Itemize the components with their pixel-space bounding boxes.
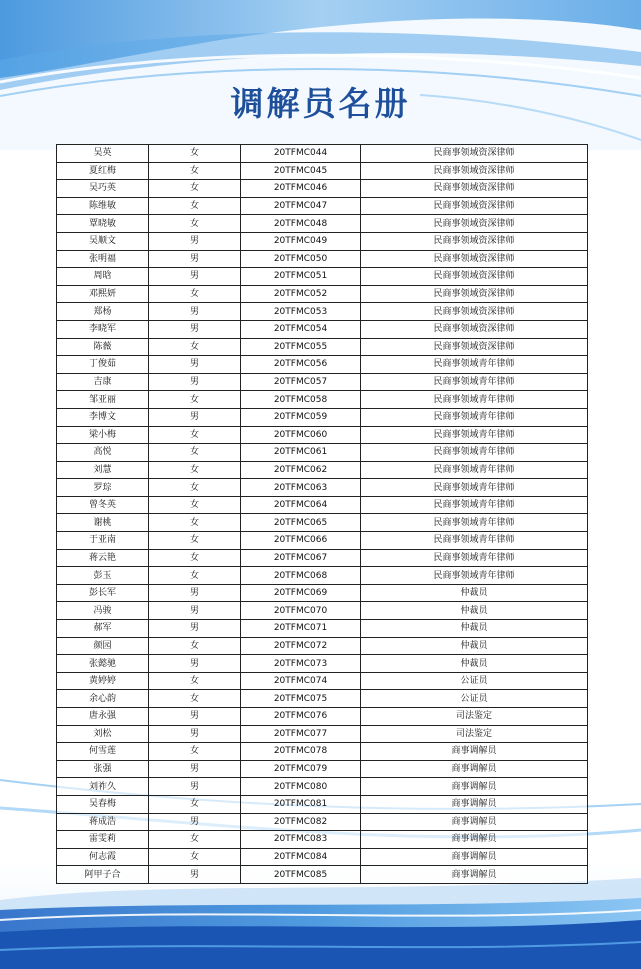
name-cell: 夏红梅 (57, 162, 149, 180)
code-cell: 20TFMC084 (241, 848, 361, 866)
page-title: 调解员名册 (230, 84, 411, 123)
name-cell: 张懿驰 (57, 655, 149, 673)
name-cell: 黄婷婷 (57, 672, 149, 690)
role-cell: 民商事领域资深律师 (361, 320, 588, 338)
name-cell: 张明福 (57, 250, 149, 268)
table-row (57, 602, 588, 620)
role-cell: 仲裁员 (361, 655, 588, 673)
gender-cell: 男 (149, 708, 241, 726)
table-row (57, 567, 588, 585)
table-row (57, 778, 588, 796)
code-cell: 20TFMC073 (241, 655, 361, 673)
gender-cell: 女 (149, 479, 241, 497)
role-cell: 民商事领域青年律师 (361, 426, 588, 444)
code-cell: 20TFMC048 (241, 215, 361, 233)
roster-body (57, 145, 588, 884)
gender-cell: 女 (149, 532, 241, 550)
name-cell: 曾冬英 (57, 496, 149, 514)
table-row (57, 549, 588, 567)
name-cell: 蒋云艳 (57, 549, 149, 567)
name-cell: 高悦 (57, 444, 149, 462)
code-cell: 20TFMC058 (241, 391, 361, 409)
table-row (57, 303, 588, 321)
table-row (57, 356, 588, 374)
role-cell: 司法鉴定 (361, 725, 588, 743)
name-cell: 邓熙妍 (57, 285, 149, 303)
role-cell: 仲裁员 (361, 584, 588, 602)
role-cell: 民商事领域青年律师 (361, 461, 588, 479)
gender-cell: 男 (149, 232, 241, 250)
role-cell: 民商事领域资深律师 (361, 285, 588, 303)
name-cell: 陈薇 (57, 338, 149, 356)
role-cell: 民商事领域资深律师 (361, 180, 588, 198)
code-cell: 20TFMC059 (241, 408, 361, 426)
code-cell: 20TFMC070 (241, 602, 361, 620)
role-cell: 公证员 (361, 690, 588, 708)
name-cell: 陈维敏 (57, 197, 149, 215)
table-row (57, 690, 588, 708)
table-row (57, 461, 588, 479)
code-cell: 20TFMC065 (241, 514, 361, 532)
role-cell: 仲裁员 (361, 620, 588, 638)
gender-cell: 男 (149, 320, 241, 338)
gender-cell: 男 (149, 303, 241, 321)
role-cell: 商事调解员 (361, 778, 588, 796)
table-row (57, 708, 588, 726)
mediator-roster-table (56, 144, 588, 884)
name-cell: 郝军 (57, 620, 149, 638)
gender-cell: 男 (149, 602, 241, 620)
gender-cell: 女 (149, 162, 241, 180)
gender-cell: 女 (149, 285, 241, 303)
code-cell: 20TFMC066 (241, 532, 361, 550)
name-cell: 丁俊茹 (57, 356, 149, 374)
code-cell: 20TFMC069 (241, 584, 361, 602)
name-cell: 张强 (57, 760, 149, 778)
gender-cell: 男 (149, 655, 241, 673)
table-row (57, 426, 588, 444)
code-cell: 20TFMC085 (241, 866, 361, 884)
role-cell: 商事调解员 (361, 813, 588, 831)
gender-cell: 女 (149, 672, 241, 690)
gender-cell: 女 (149, 549, 241, 567)
name-cell: 于亚南 (57, 532, 149, 550)
code-cell: 20TFMC044 (241, 145, 361, 163)
role-cell: 民商事领域资深律师 (361, 268, 588, 286)
table-row (57, 180, 588, 198)
table-row (57, 285, 588, 303)
name-cell: 唐永强 (57, 708, 149, 726)
gender-cell: 女 (149, 831, 241, 849)
table-row (57, 162, 588, 180)
code-cell: 20TFMC074 (241, 672, 361, 690)
gender-cell: 女 (149, 426, 241, 444)
code-cell: 20TFMC081 (241, 795, 361, 813)
gender-cell: 男 (149, 250, 241, 268)
gender-cell: 女 (149, 567, 241, 585)
name-cell: 周晗 (57, 268, 149, 286)
table-row (57, 391, 588, 409)
code-cell: 20TFMC064 (241, 496, 361, 514)
role-cell: 民商事领域资深律师 (361, 303, 588, 321)
name-cell: 李博文 (57, 408, 149, 426)
table-row (57, 268, 588, 286)
role-cell: 商事调解员 (361, 760, 588, 778)
name-cell: 吴顺文 (57, 232, 149, 250)
table-row (57, 479, 588, 497)
role-cell: 民商事领域资深律师 (361, 215, 588, 233)
table-row (57, 197, 588, 215)
code-cell: 20TFMC080 (241, 778, 361, 796)
code-cell: 20TFMC056 (241, 356, 361, 374)
code-cell: 20TFMC049 (241, 232, 361, 250)
gender-cell: 男 (149, 813, 241, 831)
code-cell: 20TFMC083 (241, 831, 361, 849)
name-cell: 刘松 (57, 725, 149, 743)
name-cell: 吴英 (57, 145, 149, 163)
table-row (57, 795, 588, 813)
role-cell: 民商事领域资深律师 (361, 338, 588, 356)
gender-cell: 女 (149, 848, 241, 866)
gender-cell: 女 (149, 690, 241, 708)
code-cell: 20TFMC078 (241, 743, 361, 761)
gender-cell: 女 (149, 180, 241, 198)
table-row (57, 444, 588, 462)
name-cell: 刘祚久 (57, 778, 149, 796)
name-cell: 吉康 (57, 373, 149, 391)
table-row (57, 215, 588, 233)
gender-cell: 女 (149, 145, 241, 163)
name-cell: 蒋成浩 (57, 813, 149, 831)
table-row (57, 496, 588, 514)
gender-cell: 男 (149, 620, 241, 638)
role-cell: 民商事领域青年律师 (361, 479, 588, 497)
code-cell: 20TFMC061 (241, 444, 361, 462)
name-cell: 刘慧 (57, 461, 149, 479)
role-cell: 公证员 (361, 672, 588, 690)
name-cell: 梁小梅 (57, 426, 149, 444)
table-row (57, 620, 588, 638)
gender-cell: 女 (149, 795, 241, 813)
name-cell: 颜园 (57, 637, 149, 655)
code-cell: 20TFMC077 (241, 725, 361, 743)
role-cell: 民商事领域资深律师 (361, 145, 588, 163)
code-cell: 20TFMC055 (241, 338, 361, 356)
table-row (57, 848, 588, 866)
role-cell: 民商事领域资深律师 (361, 197, 588, 215)
gender-cell: 男 (149, 356, 241, 374)
table-row (57, 514, 588, 532)
table-row (57, 725, 588, 743)
name-cell: 吴巧英 (57, 180, 149, 198)
name-cell: 冯骏 (57, 602, 149, 620)
gender-cell: 女 (149, 514, 241, 532)
code-cell: 20TFMC063 (241, 479, 361, 497)
name-cell: 余心韵 (57, 690, 149, 708)
role-cell: 民商事领域青年律师 (361, 373, 588, 391)
role-cell: 民商事领域青年律师 (361, 444, 588, 462)
gender-cell: 女 (149, 197, 241, 215)
table-row (57, 813, 588, 831)
gender-cell: 男 (149, 760, 241, 778)
role-cell: 民商事领域青年律师 (361, 356, 588, 374)
code-cell: 20TFMC046 (241, 180, 361, 198)
code-cell: 20TFMC057 (241, 373, 361, 391)
role-cell: 民商事领域青年律师 (361, 408, 588, 426)
code-cell: 20TFMC067 (241, 549, 361, 567)
role-cell: 司法鉴定 (361, 708, 588, 726)
name-cell: 彭长军 (57, 584, 149, 602)
table-row (57, 373, 588, 391)
role-cell: 民商事领域青年律师 (361, 549, 588, 567)
name-cell: 罗琮 (57, 479, 149, 497)
gender-cell: 女 (149, 391, 241, 409)
role-cell: 商事调解员 (361, 743, 588, 761)
code-cell: 20TFMC052 (241, 285, 361, 303)
table-row (57, 672, 588, 690)
gender-cell: 男 (149, 408, 241, 426)
gender-cell: 女 (149, 444, 241, 462)
role-cell: 民商事领域资深律师 (361, 250, 588, 268)
name-cell: 李晓军 (57, 320, 149, 338)
role-cell: 民商事领域资深律师 (361, 232, 588, 250)
gender-cell: 女 (149, 338, 241, 356)
table-row (57, 320, 588, 338)
code-cell: 20TFMC076 (241, 708, 361, 726)
name-cell: 彭玉 (57, 567, 149, 585)
gender-cell: 女 (149, 496, 241, 514)
gender-cell: 女 (149, 461, 241, 479)
table-row (57, 250, 588, 268)
code-cell: 20TFMC072 (241, 637, 361, 655)
code-cell: 20TFMC062 (241, 461, 361, 479)
name-cell: 覃晓敏 (57, 215, 149, 233)
role-cell: 仲裁员 (361, 637, 588, 655)
role-cell: 民商事领域青年律师 (361, 567, 588, 585)
code-cell: 20TFMC060 (241, 426, 361, 444)
table-row (57, 831, 588, 849)
gender-cell: 男 (149, 725, 241, 743)
table-row (57, 232, 588, 250)
code-cell: 20TFMC068 (241, 567, 361, 585)
role-cell: 商事调解员 (361, 866, 588, 884)
gender-cell: 男 (149, 584, 241, 602)
name-cell: 吴春梅 (57, 795, 149, 813)
gender-cell: 女 (149, 637, 241, 655)
table-row (57, 584, 588, 602)
code-cell: 20TFMC051 (241, 268, 361, 286)
role-cell: 民商事领域青年律师 (361, 532, 588, 550)
role-cell: 民商事领域青年律师 (361, 514, 588, 532)
table-row (57, 408, 588, 426)
role-cell: 民商事领域资深律师 (361, 162, 588, 180)
code-cell: 20TFMC075 (241, 690, 361, 708)
name-cell: 雷雯莉 (57, 831, 149, 849)
role-cell: 商事调解员 (361, 795, 588, 813)
name-cell: 郑杨 (57, 303, 149, 321)
code-cell: 20TFMC050 (241, 250, 361, 268)
role-cell: 商事调解员 (361, 848, 588, 866)
gender-cell: 男 (149, 866, 241, 884)
gender-cell: 男 (149, 778, 241, 796)
role-cell: 民商事领域青年律师 (361, 391, 588, 409)
table-row (57, 655, 588, 673)
code-cell: 20TFMC047 (241, 197, 361, 215)
code-cell: 20TFMC082 (241, 813, 361, 831)
name-cell: 何雪莲 (57, 743, 149, 761)
table-row (57, 760, 588, 778)
role-cell: 民商事领域青年律师 (361, 496, 588, 514)
table-row (57, 532, 588, 550)
code-cell: 20TFMC054 (241, 320, 361, 338)
gender-cell: 男 (149, 268, 241, 286)
table-row (57, 145, 588, 163)
role-cell: 商事调解员 (361, 831, 588, 849)
name-cell: 阿甲子合 (57, 866, 149, 884)
gender-cell: 女 (149, 743, 241, 761)
code-cell: 20TFMC045 (241, 162, 361, 180)
code-cell: 20TFMC053 (241, 303, 361, 321)
code-cell: 20TFMC071 (241, 620, 361, 638)
code-cell: 20TFMC079 (241, 760, 361, 778)
name-cell: 邹亚丽 (57, 391, 149, 409)
name-cell: 何志霞 (57, 848, 149, 866)
gender-cell: 女 (149, 215, 241, 233)
role-cell: 仲裁员 (361, 602, 588, 620)
name-cell: 谢桃 (57, 514, 149, 532)
top-wave-decoration (0, 0, 641, 150)
table-row (57, 338, 588, 356)
table-row (57, 866, 588, 884)
gender-cell: 男 (149, 373, 241, 391)
table-row (57, 637, 588, 655)
table-row (57, 743, 588, 761)
